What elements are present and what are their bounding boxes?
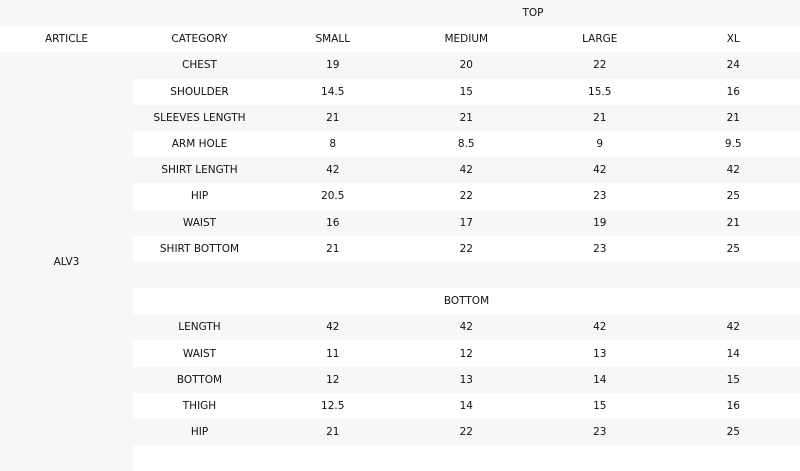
value-cell: 21 xyxy=(533,105,667,131)
value-cell: 11 xyxy=(266,340,400,366)
value-cell: 42 xyxy=(533,314,667,340)
value-cell: 17 xyxy=(400,210,534,236)
value-cell: 22 xyxy=(400,183,534,209)
category-cell: SHOULDER xyxy=(133,79,266,105)
value-cell: 42 xyxy=(266,157,400,183)
value-cell: 24 xyxy=(667,52,800,78)
value-cell: 25 xyxy=(667,183,800,209)
value-cell: 22 xyxy=(533,52,667,78)
table-row xyxy=(0,52,800,78)
value-cell: 21 xyxy=(266,105,400,131)
value-cell: 15 xyxy=(533,393,667,419)
value-cell: 12 xyxy=(400,340,534,366)
value-cell: 23 xyxy=(533,236,667,262)
value-cell: 20.5 xyxy=(266,183,400,209)
value-cell: 13 xyxy=(400,367,534,393)
value-cell: 14 xyxy=(667,340,800,366)
value-cell: 9.5 xyxy=(667,131,800,157)
value-cell: 25 xyxy=(667,236,800,262)
header-row xyxy=(0,26,800,52)
value-cell: 42 xyxy=(400,157,534,183)
value-cell: 15.5 xyxy=(533,79,667,105)
value-cell: 21 xyxy=(266,236,400,262)
article-header: ARTICLE xyxy=(0,26,133,52)
category-cell: WAIST xyxy=(133,210,266,236)
value-cell: 23 xyxy=(533,419,667,445)
category-header: CATEGORY xyxy=(133,26,266,52)
value-cell: 9 xyxy=(533,131,667,157)
value-cell: 12.5 xyxy=(266,393,400,419)
value-cell: 22 xyxy=(400,419,534,445)
value-cell: 13 xyxy=(533,340,667,366)
bottom-section-title: BOTTOM xyxy=(133,288,800,314)
value-cell: 20 xyxy=(400,52,534,78)
value-cell: 12 xyxy=(266,367,400,393)
value-cell: 16 xyxy=(667,393,800,419)
value-cell: 22 xyxy=(400,236,534,262)
size-header-xl: XL xyxy=(667,26,800,52)
category-cell: ARM HOLE xyxy=(133,131,266,157)
value-cell: 21 xyxy=(667,210,800,236)
category-cell: HIP xyxy=(133,419,266,445)
category-cell: HIP xyxy=(133,183,266,209)
value-cell: 16 xyxy=(266,210,400,236)
size-header-large: LARGE xyxy=(533,26,667,52)
value-cell: 21 xyxy=(266,419,400,445)
value-cell: 42 xyxy=(667,314,800,340)
size-header-small: SMALL xyxy=(266,26,400,52)
category-cell: SLEEVES LENGTH xyxy=(133,105,266,131)
category-cell: THIGH xyxy=(133,393,266,419)
value-cell: 14 xyxy=(400,393,534,419)
value-cell: 19 xyxy=(533,210,667,236)
top-title-row xyxy=(0,0,800,26)
category-cell: SHIRT BOTTOM xyxy=(133,236,266,262)
value-cell: 42 xyxy=(667,157,800,183)
category-cell: LENGTH xyxy=(133,314,266,340)
value-cell: 14 xyxy=(533,367,667,393)
value-cell: 16 xyxy=(667,79,800,105)
category-cell: SHIRT LENGTH xyxy=(133,157,266,183)
value-cell: 14.5 xyxy=(266,79,400,105)
value-cell: 8.5 xyxy=(400,131,534,157)
category-cell: CHEST xyxy=(133,52,266,78)
value-cell: 19 xyxy=(266,52,400,78)
value-cell: 42 xyxy=(400,314,534,340)
value-cell: 15 xyxy=(667,367,800,393)
value-cell: 23 xyxy=(533,183,667,209)
top-section-title: TOP xyxy=(266,0,800,26)
value-cell: 21 xyxy=(667,105,800,131)
value-cell: 15 xyxy=(400,79,534,105)
article-code: ALV3 xyxy=(0,52,133,471)
size-header-medium: MEDIUM xyxy=(400,26,534,52)
category-cell: WAIST xyxy=(133,340,266,366)
value-cell: 25 xyxy=(667,419,800,445)
value-cell: 42 xyxy=(266,314,400,340)
value-cell: 8 xyxy=(266,131,400,157)
value-cell: 21 xyxy=(400,105,534,131)
value-cell: 42 xyxy=(533,157,667,183)
category-cell: BOTTOM xyxy=(133,367,266,393)
